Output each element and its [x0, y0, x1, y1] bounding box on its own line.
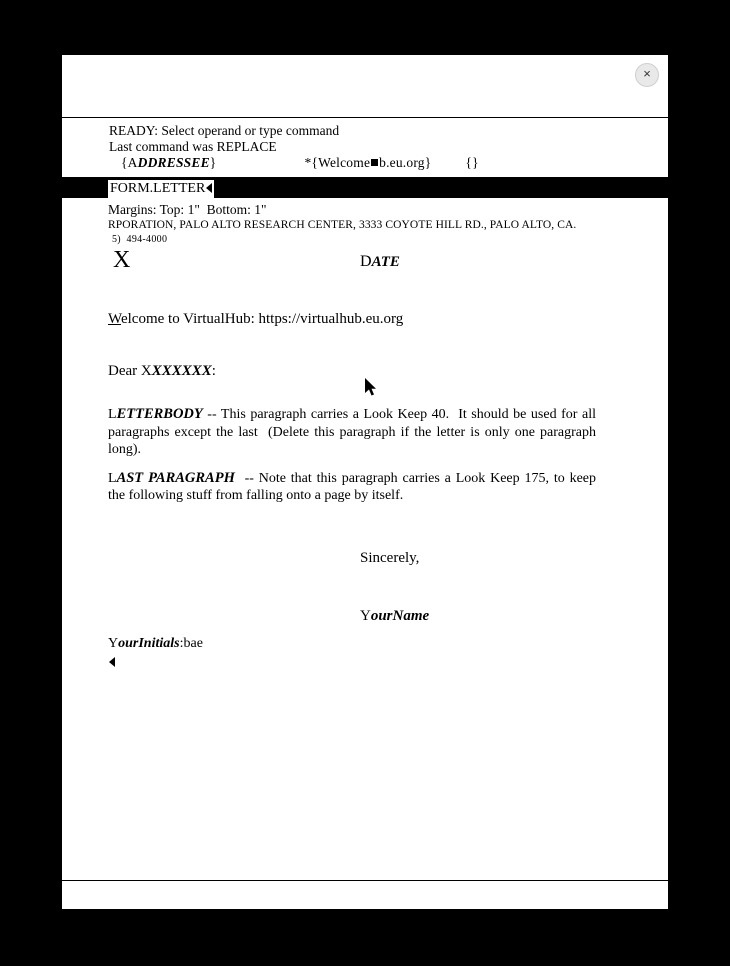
window-titlebar: [62, 55, 668, 118]
initials-lead: Y: [108, 635, 119, 651]
close-icon[interactable]: ×: [635, 63, 659, 87]
letterbody-text: -- This paragraph carries a Look Keep 40. It should be used for all paragraphs except the last (Delete this paragraph if the letter is only one paragraph long).: [108, 407, 600, 457]
date-row: [62, 249, 668, 279]
caret-left-icon: [206, 183, 212, 193]
salutation-name: XXXXXX: [151, 363, 212, 379]
field-name: DDRESSEE: [137, 155, 210, 170]
initials-rest: :bae: [179, 635, 203, 651]
welcome-rest: elcome to VirtualHub: https://virtualhub.eu.org: [120, 311, 404, 327]
letterbody-lead: L: [108, 407, 117, 422]
closing-line: Sincerely,: [360, 549, 420, 566]
signature-rest: ourName: [370, 607, 430, 624]
document-body[interactable]: [62, 198, 668, 881]
address-placeholder: X: [113, 247, 131, 273]
match-left: *{Welcome: [304, 155, 371, 170]
lastpara-lead: L: [108, 470, 117, 486]
date-field[interactable]: [360, 253, 400, 271]
paragraph-last[interactable]: [62, 470, 668, 505]
corporation-line: RPORATION, PALO ALTO RESEARCH CENTER, 3333 COYOTE HILL RD., PALO ALTO, CA.: [108, 219, 577, 231]
salutation-line[interactable]: [62, 362, 668, 380]
ellipsis-block-icon: [371, 159, 378, 166]
search-replace-line[interactable]: [62, 155, 668, 171]
lastpara-tag: AST PARAGRAPH: [116, 469, 235, 486]
status-line-ready: READY: Select operand or type command: [109, 123, 340, 138]
date-lead: D: [360, 253, 372, 270]
document-title-bar[interactable]: [62, 180, 668, 198]
salutation-lead: Dear X: [108, 363, 152, 379]
empty-braces: {}: [465, 155, 479, 170]
letterbody-tag: ETTERBODY: [116, 406, 203, 422]
application-window: [61, 54, 669, 899]
match-right: b.eu.org}: [379, 155, 432, 170]
welcome-line[interactable]: [62, 310, 668, 328]
lastpara-text: -- Note that this paragraph carries a Look Keep 175, to keep the following stuff from falling onto a page by itself.: [108, 470, 600, 503]
status-line-last-command: Last command was REPLACE: [109, 139, 277, 154]
initials-bold: ourInitials: [118, 635, 180, 651]
margins-line: Margins: Top: 1" Bottom: 1": [108, 202, 267, 217]
caret-left-icon: [109, 657, 115, 667]
initials-line[interactable]: [62, 635, 668, 652]
document-name-label: FORM.LETTER: [110, 181, 206, 196]
message-area: [62, 118, 668, 180]
signature-lead: Y: [360, 607, 371, 624]
date-rest: ATE: [371, 254, 400, 270]
salutation-colon: :: [211, 363, 216, 379]
signature-name[interactable]: [62, 607, 668, 625]
paragraph-letterbody[interactable]: [62, 406, 668, 459]
end-of-document-caret: [62, 653, 668, 671]
field-open: {A: [121, 155, 138, 170]
document-name[interactable]: [108, 180, 214, 198]
bottom-strip: [62, 881, 668, 909]
welcome-lead: W: [108, 311, 121, 327]
phone-line: 5) 494-4000: [112, 234, 168, 245]
field-close: }: [209, 155, 217, 170]
